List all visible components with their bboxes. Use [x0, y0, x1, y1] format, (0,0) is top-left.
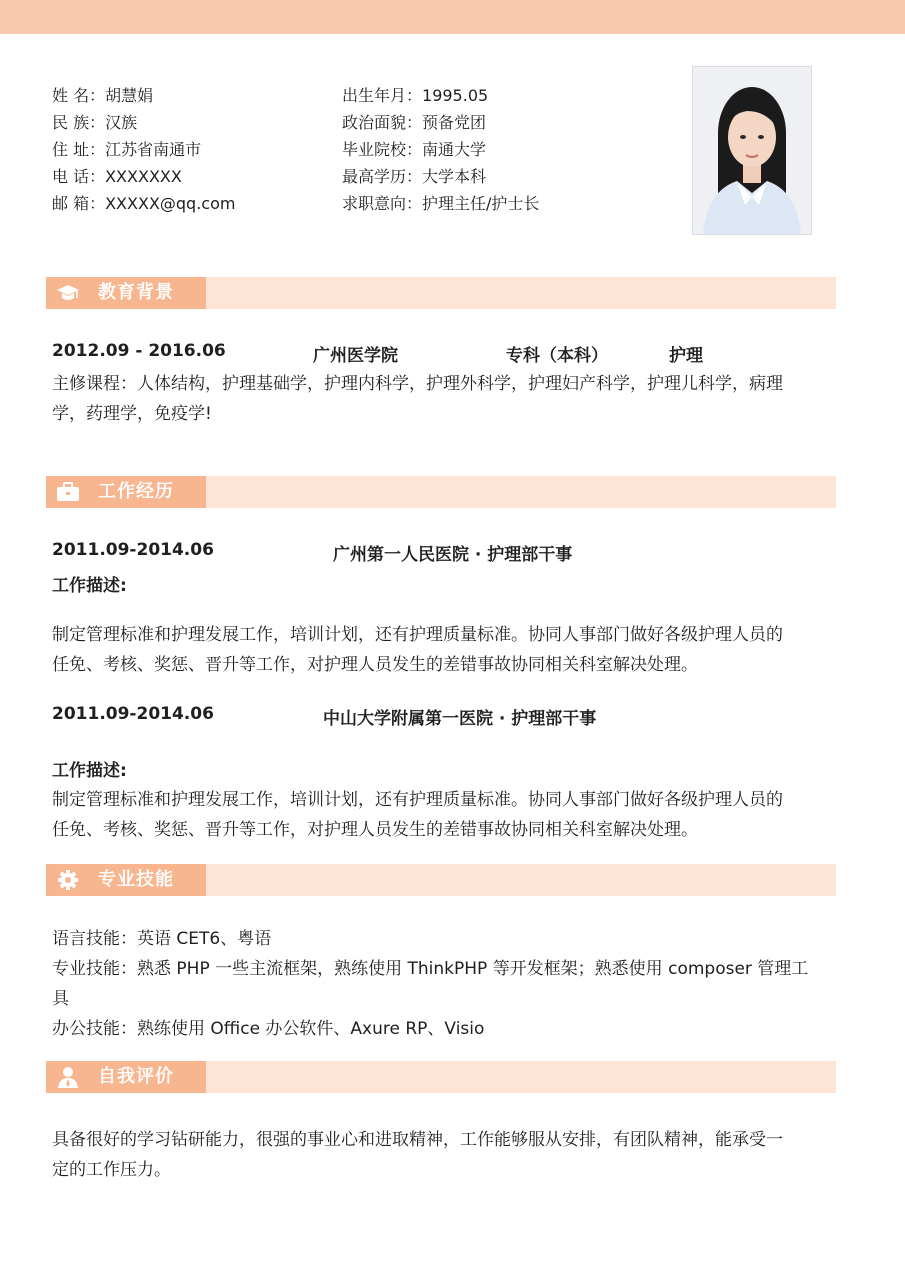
- info-address: 住 址：江苏省南通市: [52, 140, 202, 159]
- info-school: 毕业院校：南通大学: [342, 140, 487, 159]
- info-name: 姓 名：胡慧娟: [52, 86, 154, 105]
- text-line: 制定管理标准和护理发展工作，培训计划，还有护理质量标准。协同人事部门做好各级护理人员的: [52, 790, 783, 810]
- evaluation-text: [52, 1125, 838, 1185]
- work-description-label: 工作描述:: [52, 761, 127, 781]
- info-objective: 求职意向：护理主任/护士长: [342, 194, 540, 213]
- work-description: [52, 620, 838, 680]
- section-skills-header: [46, 864, 836, 896]
- section-title: 工作经历: [98, 481, 174, 502]
- section-tab: [46, 277, 206, 309]
- section-work-header: [46, 476, 836, 508]
- section-title: 专业技能: [98, 869, 174, 890]
- skills-list: [52, 924, 838, 1044]
- personal-info-right: [342, 82, 662, 217]
- education-degree: 专科（本科）: [506, 346, 608, 366]
- info-ethnicity: 民 族：汉族: [52, 113, 138, 132]
- skill-line: 专业技能：熟悉 PHP 一些主流框架，熟练使用 ThinkPHP 等开发框架；熟悉使用 composer 管理工: [52, 959, 809, 979]
- education-courses: [52, 369, 838, 429]
- skill-line: 具: [52, 989, 69, 1009]
- section-title: 自我评价: [98, 1066, 174, 1087]
- section-education-header: [46, 277, 836, 309]
- education-major: 护理: [669, 346, 703, 366]
- info-political-status: 政治面貌：预备党团: [342, 113, 487, 132]
- section-tab: [46, 864, 206, 896]
- work-period: 2011.09-2014.06: [52, 540, 214, 560]
- text-line: 定的工作压力。: [52, 1160, 171, 1180]
- info-degree: 最高学历：大学本科: [342, 167, 487, 186]
- text-line: 学，药理学，免疫学!: [52, 404, 212, 424]
- work-period: 2011.09-2014.06: [52, 704, 214, 724]
- info-email: 邮 箱：XXXXX@qq.com: [52, 194, 236, 213]
- top-accent-bar: [0, 0, 905, 34]
- work-description: [52, 785, 838, 845]
- profile-photo: [692, 66, 812, 235]
- graduation-cap-icon: [56, 282, 80, 304]
- section-tab: [46, 476, 206, 508]
- personal-info-left: [52, 82, 332, 217]
- text-line: 主修课程：人体结构，护理基础学，护理内科学，护理外科学，护理妇产科学，护理儿科学，病理: [52, 374, 783, 394]
- work-organization: 广州第一人民医院 · 护理部干事: [333, 545, 573, 565]
- section-evaluation-header: [46, 1061, 836, 1093]
- work-organization: 中山大学附属第一医院 · 护理部干事: [323, 709, 597, 729]
- text-line: 具备很好的学习钻研能力，很强的事业心和进取精神，工作能够服从安排，有团队精神，能承受一: [52, 1130, 783, 1150]
- text-line: 任免、考核、奖惩、晋升等工作，对护理人员发生的差错事故协同相关科室解决处理。: [52, 655, 698, 675]
- work-description-label: 工作描述:: [52, 576, 127, 596]
- section-tab: [46, 1061, 206, 1093]
- text-line: 任免、考核、奖惩、晋升等工作，对护理人员发生的差错事故协同相关科室解决处理。: [52, 820, 698, 840]
- skill-line: 语言技能：英语 CET6、粤语: [52, 929, 272, 949]
- person-icon: [56, 1066, 80, 1088]
- education-period: 2012.09 - 2016.06: [52, 341, 226, 361]
- text-line: 制定管理标准和护理发展工作，培训计划，还有护理质量标准。协同人事部门做好各级护理人员的: [52, 625, 783, 645]
- skill-line: 办公技能：熟练使用 Office 办公软件、Axure RP、Visio: [52, 1019, 485, 1039]
- info-birth: 出生年月：1995.05: [342, 86, 489, 105]
- gear-icon: [56, 869, 80, 891]
- education-school: 广州医学院: [313, 346, 398, 366]
- section-title: 教育背景: [98, 282, 174, 303]
- info-phone: 电 话：XXXXXXX: [52, 167, 182, 186]
- briefcase-icon: [56, 481, 80, 503]
